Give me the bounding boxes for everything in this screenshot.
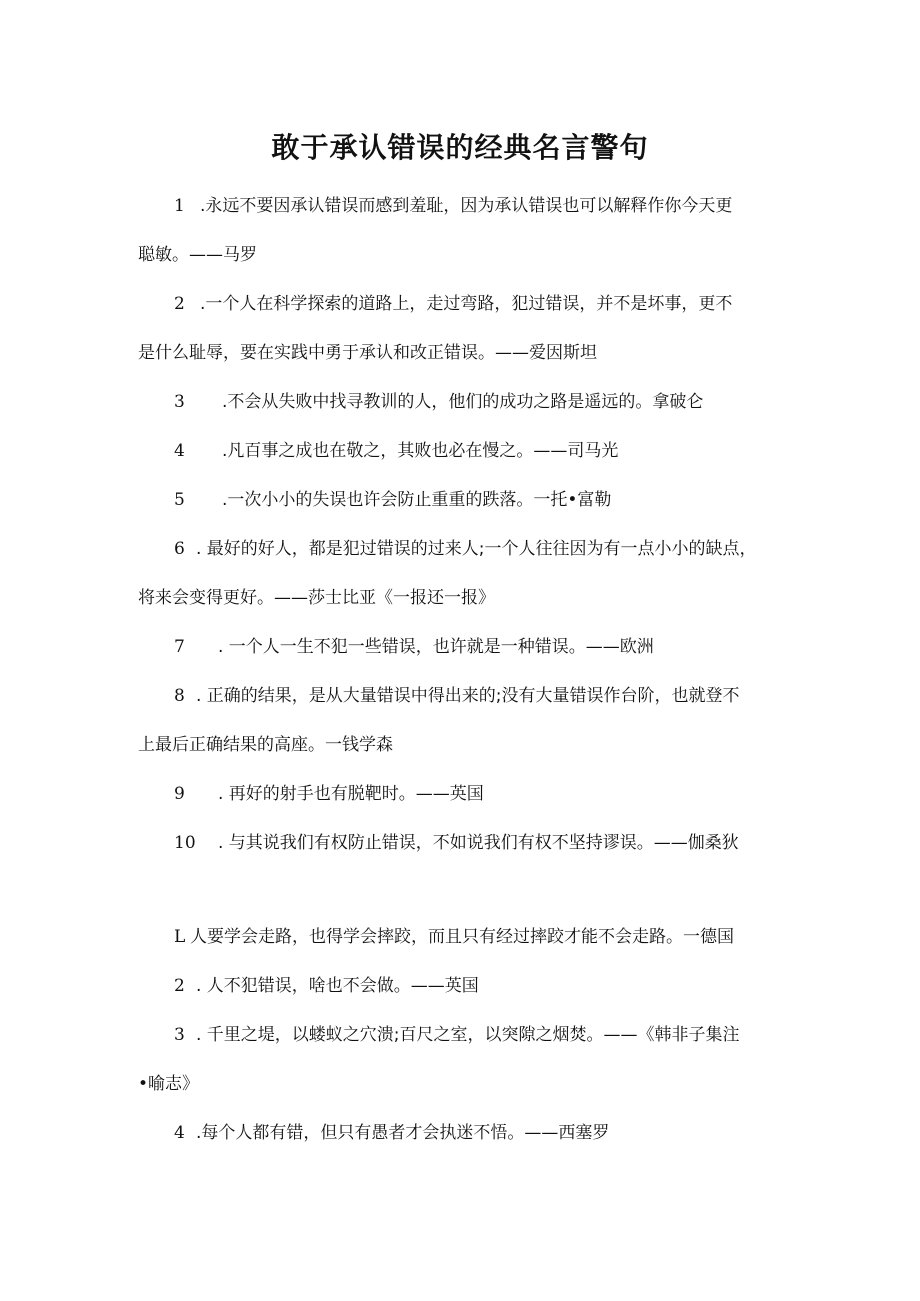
item-number: 4 [174,441,185,461]
item-number: 4 [174,1123,185,1143]
item-number: 5 [174,490,185,510]
quote-line: •喻志》 [138,1074,200,1094]
item-number: L [174,927,186,947]
quote-line: 上最后正确结果的高座。一钱学森 [138,735,393,755]
quote-line: 是什么耻辱，要在实践中勇于承认和改正错误。——爱因斯坦 [138,343,597,363]
quote-line [138,770,798,819]
item-number: 9 [174,784,185,804]
quote-item-7 [138,623,798,672]
quote-line [138,819,798,868]
quote-item-3 [138,378,798,427]
quote-text: . 人不犯错误，啥也不会做。——英国 [196,976,479,996]
quote-line [138,280,798,329]
quote-item-6 [138,525,798,623]
quote-text: .一次小小的失误也许会防止重重的跌落。一托•富勒 [222,490,612,510]
quote-line [138,913,798,962]
item-number: 3 [174,392,185,412]
quote-item-b3 [138,1011,798,1109]
quote-text: .凡百事之成也在敬之，其败也必在慢之。——司马光 [222,441,619,461]
quote-item-4 [138,427,798,476]
item-number: 2 [174,976,185,996]
item-number: 7 [174,637,185,657]
item-number: 1 [174,196,185,216]
quote-line [138,182,798,231]
quote-text: . 与其说我们有权防止错误，不如说我们有权不坚持谬误。——伽桑狄 [218,833,739,853]
quote-line [138,1011,798,1060]
quote-line [138,525,798,574]
quote-text: . 再好的射手也有脱靶时。——英国 [218,784,484,804]
quote-text: .每个人都有错，但只有愚者才会执迷不悟。——西塞罗 [196,1123,610,1143]
quote-text: .永远不要因承认错误而感到羞耻，因为承认错误也可以解释作你今天更 [200,196,733,216]
quote-item-2 [138,280,798,378]
quote-text: .不会从失败中找寻教训的人，他们的成功之路是遥远的。拿破仑 [222,392,704,412]
quote-item-8 [138,672,798,770]
quote-item-9 [138,770,798,819]
quote-line [138,378,798,427]
quote-text: . 正确的结果，是从大量错误中得出来的;没有大量错误作台阶，也就登不 [196,686,740,706]
quote-line [138,672,798,721]
quote-line [138,623,798,672]
quote-item-5 [138,476,798,525]
quote-line [138,1109,798,1158]
quote-item-b2 [138,962,798,1011]
quote-line [138,476,798,525]
item-number: 10 [174,833,196,853]
item-number: 2 [174,294,185,314]
quote-item-10 [138,819,798,868]
page-title: 敢于承认错误的经典名言警句 [271,131,649,164]
quote-text: . 千里之堤，以蝼蚁之穴溃;百尺之室，以突隙之烟焚。——《韩非子集注 [196,1025,740,1045]
quote-text: 人要学会走路，也得学会摔跤，而且只有经过摔跤才能不会走路。一德国 [190,927,734,947]
quote-text: . 最好的好人，都是犯过错误的过来人;一个人往往因为有一点小小的缺点， [196,539,757,559]
quote-text: .一个人在科学探索的道路上，走过弯路，犯过错误，并不是坏事，更不 [200,294,733,314]
quote-line: 将来会变得更好。——莎士比亚《一报还一报》 [138,588,495,608]
quote-item-1 [138,182,798,280]
quote-line: 聪敏。——马罗 [138,245,257,265]
item-number: 3 [174,1025,185,1045]
item-number: 6 [174,539,185,559]
item-number: 8 [174,686,185,706]
quote-item-b1 [138,913,798,962]
quote-line [138,962,798,1011]
quote-text: . 一个人一生不犯一些错误，也许就是一种错误。——欧洲 [218,637,654,657]
quote-line [138,427,798,476]
quote-item-b4 [138,1109,798,1158]
